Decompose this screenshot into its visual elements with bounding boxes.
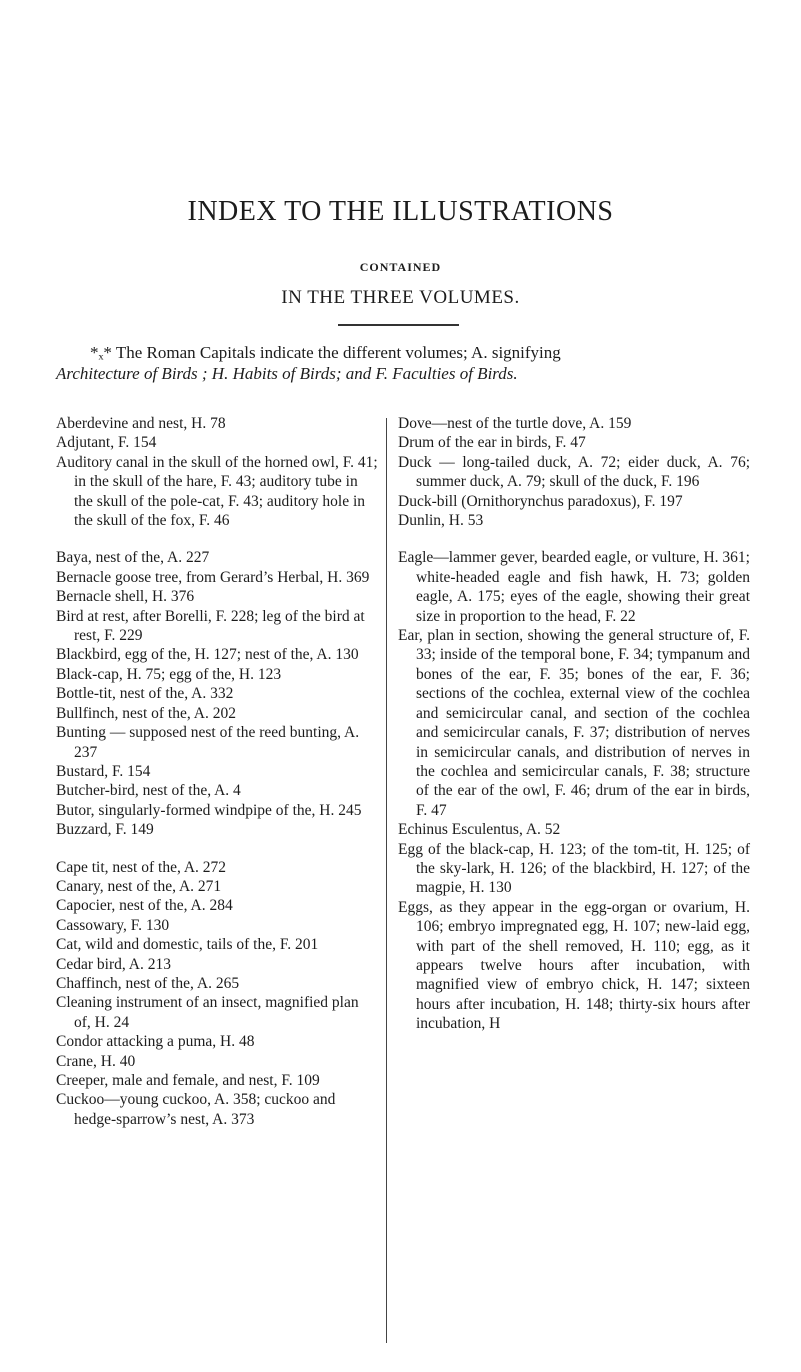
index-entry: Duck — long-tailed duck, A. 72; eider duck, A. 76; summer duck, A. 79; skull of the duck, F. 196 (398, 453, 750, 491)
index-entry: Buzzard, F. 149 (56, 821, 154, 839)
index-entry: Cat, wild and domestic, tails of the, F. 201 (56, 936, 319, 954)
index-entry: Blackbird, egg of the, H. 127; nest of the, A. 130 (56, 646, 359, 664)
index-entry: Creeper, male and female, and nest, F. 109 (56, 1072, 320, 1089)
index-entry: Cuckoo—young cuckoo, A. 358; cuckoo and hedge-sparrow’s nest, A. 373 (56, 1091, 336, 1128)
index-entry: Bottle-tit, nest of the, A. 332 (56, 685, 234, 703)
index-entry: Eagle—lammer gever, bearded eagle, or vulture, H. 361; white-headed eagle and fish hawk, H. 73; golden eagle, A. 175; eyes of the eagle, showing their great size in proportion to the head, F. 22 (398, 549, 750, 625)
page-title: INDEX TO THE ILLUSTRATIONS (187, 196, 614, 227)
index-entry: Aberdevine and nest, H. 78 (56, 415, 226, 432)
subtitle-volumes: IN THE THREE VOLUMES. (281, 287, 520, 308)
index-entry: Bird at rest, after Borelli, F. 228; leg of the bird at rest, F. 229 (56, 607, 365, 645)
index-entry: Butcher-bird, nest of the, A. 4 (56, 782, 241, 800)
index-entry: Dove—nest of the turtle dove, A. 159 (398, 415, 632, 432)
index-entry: Condor attacking a puma, H. 48 (56, 1033, 255, 1051)
note-line-1: *ₓ* The Roman Capitals indicate the different volumes; A. signifying (90, 343, 561, 362)
index-entry: Auditory canal in the skull of the horned owl, F. 41; in the skull of the hare, F. 43; auditory tube in the skull of the pole-cat, F. 43; auditory hole in the skull of the fox, F. 46 (56, 453, 378, 530)
index-entry: Echinus Esculentus, A. 52 (398, 821, 561, 839)
index-column-left (56, 414, 378, 1129)
decorative-rule (338, 324, 459, 326)
column-divider (386, 418, 387, 1343)
index-entry: Bernacle shell, H. 376 (56, 588, 195, 606)
index-entry: Adjutant, F. 154 (56, 434, 157, 452)
index-entry: Bullfinch, nest of the, A. 202 (56, 704, 236, 722)
index-entry: Butor, singularly-formed windpipe of the, H. 245 (56, 801, 362, 819)
index-entry: Eggs, as they appear in the egg-organ or ovarium, H. 106; embryo impregnated egg, H. 107; new-laid egg, with part of the shell removed, H. 110; egg, as it appears twelve hours after incubation, with magnified view of embryo chick, H. 147; sixteen hours after incubation, H. 148; thirty-six hours after incubation, H (398, 898, 750, 1033)
index-entry: Crane, H. 40 (56, 1052, 136, 1070)
index-entry: Duck-bill (Ornithorynchus paradoxus), F. 197 (398, 492, 683, 510)
index-entry: Bustard, F. 154 (56, 762, 151, 780)
note-line-2: Architecture of Birds ; H. Habits of Birds; and F. Faculties of Birds. (56, 364, 518, 383)
volume-key-note (56, 342, 756, 384)
index-entry: Cedar bird, A. 213 (56, 955, 171, 973)
index-entry: Black-cap, H. 75; egg of the, H. 123 (56, 665, 282, 683)
index-entry: Dunlin, H. 53 (398, 512, 484, 530)
index-entry: Baya, nest of the, A. 227 (56, 549, 210, 567)
subtitle-contained: CONTAINED (359, 260, 442, 274)
index-entry: Chaffinch, nest of the, A. 265 (56, 974, 240, 992)
index-entry: Canary, nest of the, A. 271 (56, 877, 222, 895)
index-entry: Cape tit, nest of the, A. 272 (56, 858, 227, 876)
index-entry: Drum of the ear in birds, F. 47 (398, 434, 586, 452)
index-entry: Bernacle goose tree, from Gerard’s Herbal, H. 369 (56, 568, 370, 586)
index-entry: Cleaning instrument of an insect, magnified plan of, H. 24 (56, 994, 359, 1031)
index-entry: Bunting — supposed nest of the reed bunting, A. 237 (56, 724, 360, 761)
index-entry: Cassowary, F. 130 (56, 916, 170, 934)
index-entry: Egg of the black-cap, H. 123; of the tom-tit, H. 125; of the sky-lark, H. 126; of the blackbird, H. 127; of the magpie, H. 130 (398, 840, 750, 897)
index-column-right (398, 414, 750, 1034)
index-entry: Ear, plan in section, showing the general structure of, F. 33; inside of the temporal bone, F. 34; tympanum and bones of the ear, F. 35; bones of the ear, F. 36; sections of the cochlea, external view of the cochlea and semicircular canal, and section of the cochlea and semicircular canals, F. 37; distribution of nerves in semicircular canals, and distribution of nerves in the cochlea and semicircular canals, F. 38; structure of the ear of the owl, F. 46; drum of the ear in birds, F. 47 (398, 627, 750, 819)
index-entry: Capocier, nest of the, A. 284 (56, 897, 233, 915)
